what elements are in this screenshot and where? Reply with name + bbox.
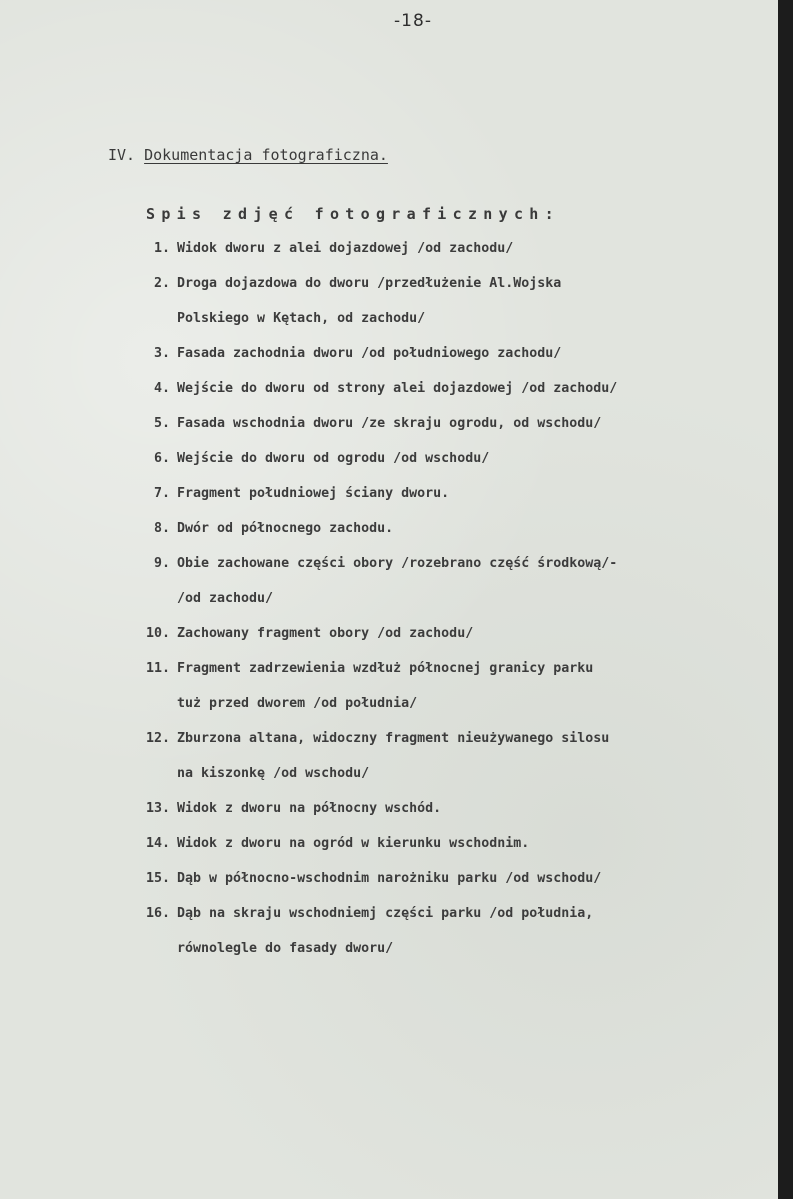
item-text: Widok z dworu na północny wschód. — [177, 801, 442, 816]
item-text: Droga dojazdowa do dworu /przedłużenie Al.Wojska — [177, 276, 562, 291]
section-number: IV. — [108, 146, 136, 164]
list-heading: Spis zdjęć fotograficznych: — [146, 205, 560, 223]
list-item — [0, 241, 760, 263]
list-item — [0, 626, 760, 648]
item-text: Widok dworu z alei dojazdowej /od zachodu/ — [177, 241, 514, 256]
list-item — [0, 731, 760, 753]
page-number: -18- — [394, 11, 432, 31]
list-item — [0, 381, 760, 403]
item-text: Fasada zachodnia dworu /od południowego zachodu/ — [177, 346, 562, 361]
item-number: 9. — [153, 556, 170, 571]
item-number: 3. — [153, 346, 170, 361]
item-text-continuation: równolegle do fasady dworu/ — [177, 941, 394, 956]
item-text: Zburzona altana, widoczny fragment nieużywanego silosu — [177, 731, 610, 746]
item-text: Fragment południowej ściany dworu. — [177, 486, 450, 501]
list-item — [0, 801, 760, 823]
item-number: 13. — [145, 801, 170, 816]
item-number: 1. — [153, 241, 170, 256]
list-item — [0, 661, 760, 683]
list-item — [0, 836, 760, 858]
item-number: 12. — [145, 731, 170, 746]
section-title: Dokumentacja fotograficzna. — [144, 146, 388, 164]
list-item — [0, 906, 760, 928]
item-number: 4. — [153, 381, 170, 396]
list-item — [0, 416, 760, 438]
item-text: Wejście do dworu od ogrodu /od wschodu/ — [177, 451, 490, 466]
item-text: Widok z dworu na ogród w kierunku wschodnim. — [177, 836, 530, 851]
item-number: 14. — [145, 836, 170, 851]
item-text-continuation: /od zachodu/ — [177, 591, 274, 606]
item-number: 8. — [153, 521, 170, 536]
item-text-continuation: tuż przed dworem /od południa/ — [177, 696, 418, 711]
item-number: 15. — [145, 871, 170, 886]
item-number: 7. — [153, 486, 170, 501]
list-item — [0, 556, 760, 578]
item-text: Fragment zadrzewienia wzdłuż północnej granicy parku — [177, 661, 594, 676]
list-item — [0, 346, 760, 368]
item-text: Dwór od północnego zachodu. — [177, 521, 394, 536]
item-number: 5. — [153, 416, 170, 431]
list-item — [0, 871, 760, 893]
item-text: Fasada wschodnia dworu /ze skraju ogrodu, od wschodu/ — [177, 416, 602, 431]
item-number: 2. — [153, 276, 170, 291]
list-item — [0, 486, 760, 508]
item-text: Dąb w północno-wschodnim narożniku parku /od wschodu/ — [177, 871, 602, 886]
item-text-continuation: na kiszonkę /od wschodu/ — [177, 766, 370, 781]
item-text: Dąb na skraju wschodniemj części parku /od południa, — [177, 906, 594, 921]
item-number: 16. — [145, 906, 170, 921]
item-text: Obie zachowane części obory /rozebrano część środkową/- — [177, 556, 618, 571]
item-number: 11. — [145, 661, 170, 676]
list-item — [0, 451, 760, 473]
item-number: 6. — [153, 451, 170, 466]
list-item — [0, 521, 760, 543]
list-item — [0, 276, 760, 298]
item-text: Zachowany fragment obory /od zachodu/ — [177, 626, 474, 641]
item-text-continuation: Polskiego w Kętach, od zachodu/ — [177, 311, 426, 326]
item-number: 10. — [145, 626, 170, 641]
item-text: Wejście do dworu od strony alei dojazdowej /od zachodu/ — [177, 381, 618, 396]
